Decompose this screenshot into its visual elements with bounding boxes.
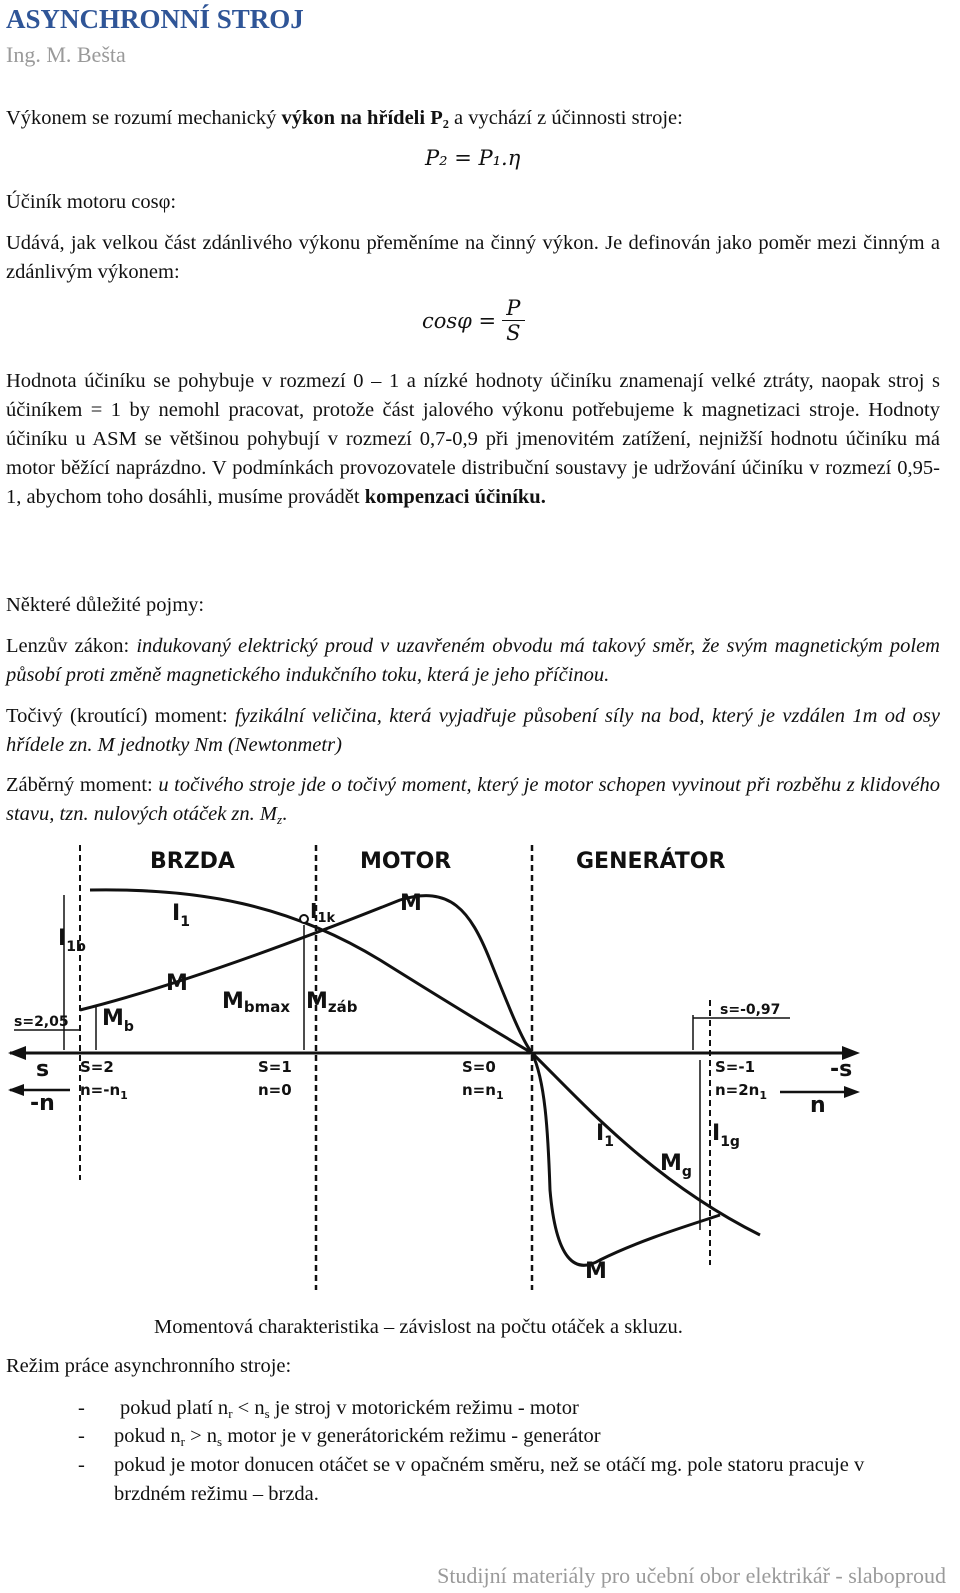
current-curve [90,890,760,1235]
starting-sub: z [276,812,283,827]
power-formula: P₂ = P₁.η [425,146,521,170]
torque-definition [6,702,940,760]
label-mzab: Mzáb [306,989,358,1016]
torque-text: fyzikální veličina, která vyjadřuje působení síly na bod, který je vzdálen 1m od osy hřídele zn. M jednotky Nm (Newtonmetr) [6,705,940,756]
label-mb: $M_b$ [102,1006,134,1035]
region-brake: BRZDA [150,849,235,874]
formula-left: cosφ = [422,308,497,333]
power-text: Výkonem se rozumí mechanický [6,107,282,129]
document-title: ASYNCHRONNÍ STROJ [6,4,304,34]
cosphi-formula [422,296,525,345]
starting-torque-definition [6,771,940,834]
starting-end: . [282,803,288,825]
label-mg: $M_g$ [660,1151,692,1180]
label-S-1: S=-1 [715,1058,756,1076]
label-i1k: $I_{1k}$ [310,899,336,926]
mode-text-a: pokud platí n [120,1397,229,1419]
mode-sub: s [264,1406,270,1421]
torque-characteristic-diagram [0,835,960,1305]
label-n0: n=0 [258,1081,292,1099]
formula-fraction [502,296,524,345]
label-mbmax: Mbmax [222,989,291,1016]
label-n-neg-n1: $n=-n_1$ [80,1081,128,1102]
label-neg-s: -s [830,1057,853,1082]
intersection-marker [300,915,308,923]
label-n-axis: n [810,1093,826,1118]
starting-label: Záběrný moment: [6,774,159,796]
label-n-2n1: $n=2n_1$ [715,1081,768,1102]
diagram-caption: Momentová charakteristika – závislost na počtu otáček a skluzu. [154,1316,683,1338]
pf-paragraph-text: Hodnota účiníku se pohybuje v rozmezí 0 – 1 a nízké hodnoty účiníku znamenají velké ztráty, naopak stroj s účiníkem = 1 by nemohl pracovat, protože část jalového výkonu potřebujeme k magnetizaci stroje. Hodnoty účiníku u ASM se většinou pohybují v rozmezí 0,7-0,9 při jmenovitém zatížení, nejnižší hodnotu účiníku má motor běžící naprázdno. V podmínkách provozovatele distribuční soustavy je udržování účiníku v rozmezí 0,95-1, abychom toho dosáhli, musíme provádět [6,370,940,508]
region-generator: GENERÁTOR [576,849,726,874]
mode-text-a: pokud je motor donucen otáčet se v opačném směru, než se otáčí mg. pole statoru pracuje v brzdném režimu – brzda. [114,1454,865,1505]
torque-label: Točivý (kroutící) moment: [6,705,236,727]
mode-item-brake [78,1451,938,1509]
label-neg-n: -n [30,1091,55,1116]
pf-paragraph-bold: kompenzaci účiníku. [364,486,546,508]
label-S2: S=2 [80,1058,114,1076]
mode-text-c: motor je v generátorickém režimu - generátor [222,1425,601,1447]
dash: - [78,1454,85,1476]
dash: - [78,1397,85,1419]
page-footer: Studijní materiály pro učební obor elektrikář - slaboproud [437,1563,946,1588]
label-n-n1: $n=n_1$ [462,1081,504,1102]
mode-text-b: > n [184,1425,218,1447]
dash: - [78,1425,85,1447]
label-m-top: M [400,891,422,916]
formula-numerator: P [506,296,521,320]
label-S0: S=0 [462,1058,496,1076]
mode-sub: r [180,1434,185,1449]
axis-arrow-left [8,1046,26,1060]
power-paragraph [6,104,946,133]
power-factor-heading: Účiník motoru cosφ: [6,191,177,213]
power-bold: výkon na hřídeli P₂ [281,107,449,129]
power-factor-definition: Udává, jak velkou část zdánlivého výkonu přeměníme na činný výkon. Je definován jako poměr mezi činným a zdánlivým výkonem: [6,232,940,283]
power-factor-paragraph [6,367,940,512]
lenz-label: Lenzův zákon: [6,635,137,657]
label-i1b: $I_{1b}$ [58,926,86,955]
modes-heading: Režim práce asynchronního stroje: [6,1355,292,1377]
concepts-heading: Některé důležité pojmy: [6,594,205,616]
label-i1-top: $I_1$ [172,901,190,930]
mode-text-b: < n [232,1397,265,1419]
speed-arrow-left [8,1084,24,1096]
document-author: Ing. M. Bešta [6,42,126,67]
mode-text-a: pokud n [114,1425,181,1447]
label-s-axis: s [36,1057,50,1082]
region-motor: MOTOR [360,849,452,874]
starting-text: u točivého stroje jde o točivý moment, který je motor schopen vyvinout při rozběhu z klidového stavu, tzn. nulových otáček zn. M [6,774,940,825]
mode-text-c: je stroj v motorickém režimu - motor [269,1397,579,1419]
label-S1: S=1 [258,1058,292,1076]
label-m-bottom: M [585,1259,607,1284]
label-s097: s=-0,97 [720,1002,781,1018]
label-i1-bottom: $I_1$ [596,1121,614,1150]
lenz-text: indukovaný elektrický proud v uzavřeném obvodu má takový směr, že svým magnetickým polem působí proti změně magnetického indukčního toku, která je jeho příčinou. [6,635,940,686]
formula-denominator: S [502,320,524,345]
torque-curve [80,896,720,1266]
lenz-law [6,632,940,690]
label-i1g: $I_{1g}$ [712,1121,740,1150]
speed-arrow-right [844,1086,860,1098]
mode-sub: s [217,1434,223,1449]
power-text-end: a vychází z účinnosti stroje: [448,107,683,129]
label-m-left: M [166,971,188,996]
mode-sub: r [228,1406,233,1421]
label-s205: s=2,05 [14,1014,69,1030]
